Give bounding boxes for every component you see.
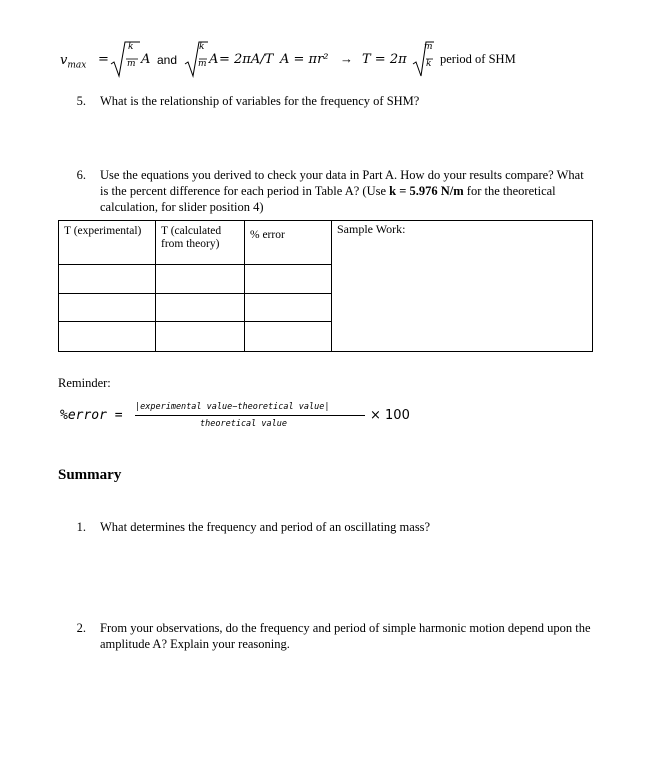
header-t-calculated: T (calculated from theory)	[156, 221, 245, 265]
cell-r3-c2[interactable]	[156, 321, 245, 351]
formula-multiplier: × 100	[370, 408, 410, 423]
header-t-experimental: T (experimental)	[59, 221, 156, 265]
reminder-label: Reminder:	[58, 376, 111, 390]
q6-line3: calculation, for slider position 4)	[100, 200, 264, 214]
summary-q2-text: From your observations, do the frequency and period of simple harmonic motion depend upon the amplitude A? Explain your reasoning.	[100, 621, 591, 651]
fraction-k: k	[128, 42, 134, 52]
cell-r1-c1[interactable]	[59, 265, 156, 293]
summary-q2-number: 2.	[76, 621, 86, 635]
arrow-icon: →	[340, 51, 353, 66]
vmax-symbol: $v_{max}$	[60, 53, 87, 71]
cell-r2-c2[interactable]	[156, 293, 245, 321]
fraction-k-3: k	[426, 59, 432, 69]
amplitude-A-2: A	[209, 52, 219, 67]
sample-work-label: Sample Work:	[337, 222, 406, 236]
and-word: and	[157, 53, 178, 67]
fraction-m-2: m	[198, 59, 207, 69]
q5-text: What is the relationship of variables for the frequency of SHM?	[100, 94, 420, 108]
fraction-bar	[135, 415, 365, 416]
cell-r1-c3[interactable]	[245, 265, 332, 293]
cell-r3-c3[interactable]	[245, 321, 332, 351]
results-table	[58, 220, 593, 352]
cell-r3-c1[interactable]	[59, 321, 156, 351]
q6-number: 6.	[76, 168, 86, 182]
q5-number: 5.	[76, 94, 86, 108]
percent-error-formula	[60, 398, 420, 438]
summary-q1-number: 1.	[76, 520, 86, 534]
expr-area: A = πr²	[280, 52, 329, 67]
fraction-k-2: k	[199, 42, 205, 52]
period-label: period of SHM	[440, 52, 516, 66]
formula-numerator: |experimental value−theoretical value|	[135, 402, 330, 412]
summary-heading: Summary	[58, 467, 122, 483]
cell-r2-c3[interactable]	[245, 293, 332, 321]
cell-r2-c1[interactable]	[59, 293, 156, 321]
q6-line2: is the percent difference for each period in Table A? (Use k = 5.976 N/m for the theoretical	[100, 184, 556, 198]
amplitude-A: A	[141, 52, 151, 67]
shm-equations	[60, 38, 620, 82]
formula-lhs: %error =	[60, 408, 123, 423]
fraction-m-3: m	[424, 42, 433, 52]
expr-2piA-over-T: = 2πA/T	[219, 52, 274, 67]
equals-sign: =	[98, 52, 109, 67]
q6-text	[100, 167, 600, 215]
fraction-m: m	[127, 59, 136, 69]
sample-work-box[interactable]	[332, 221, 593, 352]
k-value: k = 5.976 N/m	[389, 184, 464, 198]
cell-r1-c2[interactable]	[156, 265, 245, 293]
q6-line1: Use the equations you derived to check your data in Part A. How do your results compare? What	[100, 168, 584, 182]
summary-q1-text: What determines the frequency and period of an oscillating mass?	[100, 520, 431, 534]
header-percent-error: % error	[245, 221, 332, 265]
period-T-eq: T = 2π	[362, 52, 407, 67]
formula-denominator: theoretical value	[200, 419, 287, 429]
